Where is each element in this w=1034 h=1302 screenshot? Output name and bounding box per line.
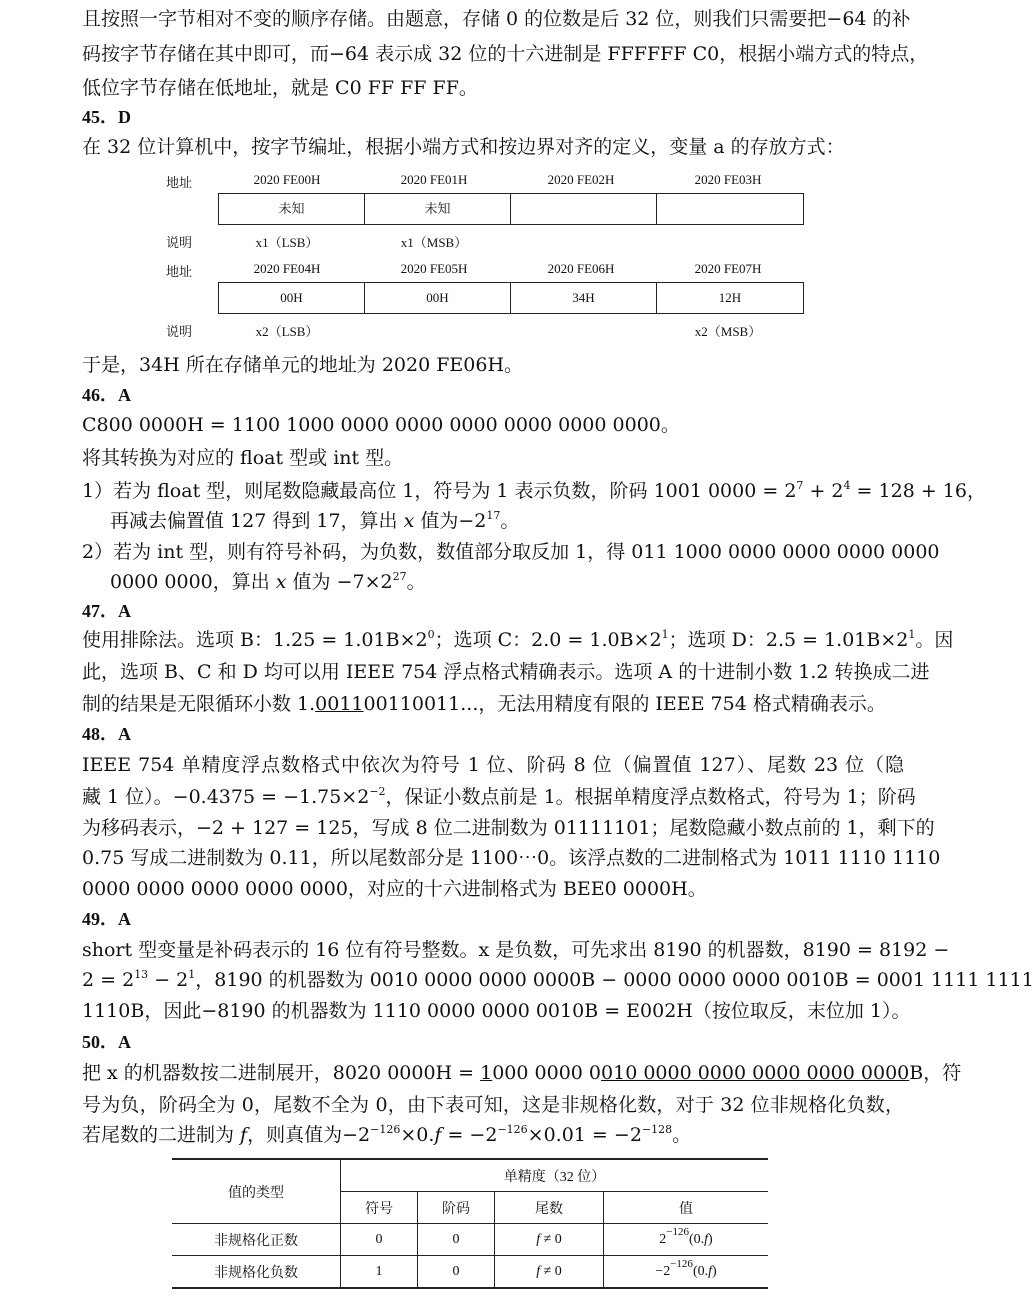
- table-row: [172, 1224, 768, 1256]
- q46-line-5: 2）若为 int 型，则有符号补码，为负数，数值部分取反加 1，得 011 1000 0000 0000 0000 0000: [82, 541, 940, 563]
- answer-47: 47．A: [82, 601, 131, 621]
- q45-conclusion: 于是，34H 所在存储单元的地址为 2020 FE06H。: [82, 354, 524, 376]
- memory-cell: 未知: [365, 194, 511, 224]
- addr-cell: 2020 FE06H: [547, 261, 615, 276]
- memory-cell: 未知: [219, 194, 365, 224]
- table-row: [172, 1256, 768, 1289]
- denormal-float-table: [172, 1158, 768, 1289]
- q47-line-2: 此，选项 B、C 和 D 均可以用 IEEE 754 浮点格式精确表示。选项 A 的十进制小数 1.2 转换成二进: [82, 661, 930, 683]
- q46-line-4: 再减去偏置值 127 得到 17，算出 x 值为$-2^{17}$。: [110, 509, 520, 532]
- q49-line-2: $2 = 2^{13} - 2^1$，8190 的机器数为 0010 0000 0000 0000B − 0000 0000 0000 0010B = 0001 1111 1111: [82, 968, 1034, 991]
- cell-sign: 1: [341, 1256, 418, 1289]
- desc-cell: x2（MSB）: [694, 324, 762, 339]
- cell-sign: 0: [341, 1224, 418, 1256]
- intro-line-3: 低位字节存储在低地址，就是 C0 FF FF FF。: [82, 77, 478, 99]
- q50-line-1: 把 x 的机器数按二进制展开，8020 0000H = 1000 0000 0010 0000 0000 0000 0000 0000B，符: [82, 1062, 962, 1084]
- q48-line-4: 0.75 写成二进制数为 0.11，所以尾数部分是 1100⋯0。该浮点数的二进制格式为 1011 1110 1110: [82, 847, 941, 869]
- memory-row-1: [218, 193, 804, 225]
- addr-cell: 2020 FE07H: [694, 261, 762, 276]
- cell-val: $-2^{-126}(0.f)$: [604, 1256, 769, 1289]
- cell-type: 非规格化正数: [172, 1224, 341, 1256]
- cell-type: 非规格化负数: [172, 1256, 341, 1289]
- header-type: 值的类型: [172, 1159, 341, 1224]
- cell-exp: 0: [418, 1256, 495, 1289]
- memory-row-2: [218, 282, 804, 314]
- header-single: 单精度（32 位）: [341, 1159, 769, 1192]
- desc-label-1: 说明: [166, 235, 193, 250]
- q48-line-1: IEEE 754 单精度浮点数格式中依次为符号 1 位、阶码 8 位（偏置值 127）、尾数 23 位（隐: [82, 754, 904, 776]
- q46-line-1: C800 0000H = 1100 1000 0000 0000 0000 0000 0000 0000。: [82, 414, 680, 436]
- q49-line-1: short 型变量是补码表示的 16 位有符号整数。x 是负数，可先求出 8190 的机器数，8190 = 8192 −: [82, 939, 950, 961]
- q48-line-3: 为移码表示，−2 + 127 = 125，写成 8 位二进制数为 01111101；尾数隐藏小数点前的 1，剩下的: [82, 817, 935, 839]
- addr-cell: 2020 FE04H: [253, 261, 321, 276]
- addr-cell: 2020 FE00H: [253, 172, 321, 187]
- cell-val: $2^{-126}(0.f)$: [604, 1224, 769, 1256]
- cell-mant: f ≠ 0: [495, 1224, 604, 1256]
- header-val: 值: [604, 1192, 769, 1224]
- answer-50: 50．A: [82, 1032, 131, 1052]
- memory-cell: 00H: [219, 283, 365, 313]
- header-mant: 尾数: [495, 1192, 604, 1224]
- cell-mant: f ≠ 0: [495, 1256, 604, 1289]
- answer-49: 49．A: [82, 909, 131, 929]
- cell-exp: 0: [418, 1224, 495, 1256]
- desc-label-2: 说明: [166, 324, 193, 339]
- desc-cell: x1（LSB）: [255, 235, 319, 250]
- addr-label-2: 地址: [166, 264, 193, 279]
- intro-line-1: 且按照一字节相对不变的顺序存储。由题意，存储 0 的位数是后 32 位，则我们只需要把−64 的补: [82, 8, 911, 30]
- q50-line-2: 号为负，阶码全为 0，尾数不全为 0，由下表可知，这是非规格化数，对于 32 位非规格化负数，: [82, 1094, 904, 1116]
- memory-cell: 12H: [718, 290, 742, 305]
- q49-line-3: 1110B，因此−8190 的机器数为 1110 0000 0000 0010B = E002H（按位取反，末位加 1）。: [82, 1000, 911, 1022]
- memory-layout-table: [166, 170, 806, 342]
- memory-cell: [511, 194, 657, 224]
- q46-line-6: 0000 0000，算出 x 值为 $-7\times 2^{27}$。: [110, 570, 426, 593]
- q46-line-3: 1）若为 float 型，则尾数隐藏最高位 1，符号为 1 表示负数，阶码 1001 $0000 = 2^7 + 2^4 = 128 + 16$，: [82, 479, 986, 502]
- answer-46: 46．A: [82, 385, 131, 405]
- addr-cell: 2020 FE01H: [400, 172, 468, 187]
- q47-line-3: 制的结果是无限循环小数 1.001100110011...，无法用精度有限的 IEEE 754 格式精确表示。: [82, 693, 886, 715]
- q47-line-1: 使用排除法。选项 B：$1.25 = 1.01B\times 2^0$；选项 C：$2.0 = 1.0B\times 2^1$；选项 D：$2.5 = 1.01B\times 2^1$。因: [82, 628, 954, 651]
- header-sign: 符号: [341, 1192, 418, 1224]
- q48-line-5: 0000 0000 0000 0000 0000，对应的十六进制格式为 BEE0 0000H。: [82, 878, 707, 900]
- q45-text: 在 32 位计算机中，按字节编址，根据小端方式和按边界对齐的定义，变量 a 的存放方式：: [82, 136, 845, 158]
- addr-cell: 2020 FE05H: [400, 261, 468, 276]
- memory-cell: 34H: [511, 283, 657, 313]
- addr-cell: 2020 FE02H: [547, 172, 615, 187]
- addr-label-1: 地址: [166, 175, 193, 190]
- desc-cell: x1（MSB）: [400, 235, 468, 250]
- memory-cell: [657, 194, 803, 224]
- addr-cell: 2020 FE03H: [694, 172, 762, 187]
- header-exp: 阶码: [418, 1192, 495, 1224]
- answer-45: 45．D: [82, 107, 131, 127]
- q46-line-2: 将其转换为对应的 float 型或 int 型。: [82, 447, 404, 469]
- desc-cell: x2（LSB）: [255, 324, 319, 339]
- answer-48: 48．A: [82, 724, 131, 744]
- q50-line-3: 若尾数的二进制为 f，则真值为$-2^{-126}\times 0.f = -2^{-126}\times 0.01 = -2^{-128}$。: [82, 1123, 692, 1146]
- memory-cell: 00H: [365, 283, 511, 313]
- intro-line-2: 码按字节存储在其中即可，而−64 表示成 32 位的十六进制是 FFFFFF C0，根据小端方式的特点，: [82, 43, 929, 65]
- q48-line-2: 藏 1 位）。$-0.4375 = -1.75\times 2^{-2}$，保证小数点前是 1。根据单精度浮点数格式，符号为 1；阶码: [82, 785, 916, 808]
